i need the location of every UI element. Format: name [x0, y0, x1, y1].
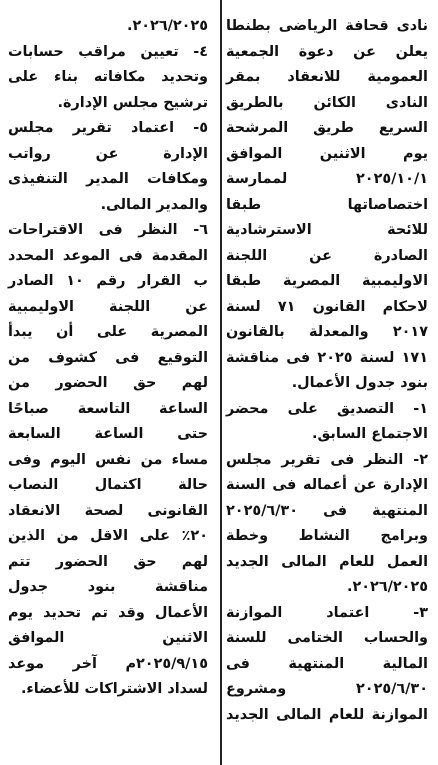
text-line: ٦- النظر فى الاقتراحات — [8, 222, 208, 238]
text-line: لهم حق الحضور من — [8, 375, 208, 391]
text-line: الاوليمبية المصرية طبقا — [226, 273, 428, 289]
text-line: والحساب الختامى للسنة — [226, 630, 428, 646]
text-line: المالية المنتهية فى — [226, 655, 428, 672]
text-line: بنود جدول الأعمال. — [291, 375, 428, 391]
text-line: مساء من نفس اليوم وفى — [8, 451, 208, 468]
text-line: اختصاصاتها طبقا — [226, 196, 428, 213]
text-line: ١- التصديق على محضر — [226, 400, 428, 417]
text-line: السريع طريق المرشحة — [226, 120, 428, 136]
text-line: ١٧١ لسنة ٢٠٢٥ فى مناقشة — [226, 349, 428, 366]
text-line: مناقشة بنود جدول — [8, 579, 208, 595]
text-line: لهم حق الحضور تتم — [8, 553, 208, 570]
announcement-column-right — [222, 0, 438, 765]
text-line: المقدمة فى الموعد المحدد — [8, 247, 208, 264]
text-line: المصرية على أن يبدأ — [8, 324, 208, 340]
text-line: ٢٠٢٥/٦/٣٠ ومشروع — [226, 681, 428, 697]
text-line: ٢٠٢٥/١٠/١ لممارسة — [226, 171, 428, 187]
text-line: ٢- النظر فى تقرير مجلس — [226, 451, 428, 468]
text-line: الصادرة عن اللجنة — [226, 247, 428, 264]
text-line: لسداد الاشتراكات للأعضاء. — [20, 681, 208, 697]
text-line: الإدارة عن رواتب — [8, 145, 208, 162]
text-line: وبرامج النشاط وخطة — [226, 528, 428, 544]
text-line: يعلن عن دعوة الجمعية — [226, 43, 428, 60]
text-line: الاجتماع السابق. — [311, 426, 428, 442]
text-line: للائحة الاسترشادية — [226, 222, 428, 238]
text-line: التوقيع فى كشوف من — [8, 349, 208, 366]
text-line: حالة اكتمال النصاب — [8, 477, 208, 493]
text-line: الساعة التاسعة صباحًا — [8, 400, 208, 417]
text-line: العمومية للانعقاد بمقر — [226, 69, 428, 85]
text-line: حتى الساعة السابعة — [8, 426, 208, 442]
text-line: ومكافات المدير التنفيذى — [8, 171, 208, 187]
text-line: يوم الاثنين الموافق — [226, 145, 428, 162]
text-line: وتحديد مكافاته بناء على — [8, 69, 208, 85]
text-line: العمل للعام المالى الجديد — [226, 553, 428, 570]
text-line: المنتهية فى ٢٠٢٥/٦/٣٠ — [226, 502, 428, 519]
text-line: النادى الكائن بالطريق — [226, 94, 428, 111]
text-line: لاحكام القانون ٧١ لسنة — [226, 298, 428, 315]
text-line: والمدير المالى. — [100, 196, 208, 213]
text-line: ٢٠٪ على الاقل من الذين — [8, 528, 208, 544]
text-line: نادى قحافة الرياضى بطنطا — [226, 18, 428, 34]
text-line: ٥- اعتماد تقرير مجلس — [8, 120, 208, 136]
text-line: القانونى لصحة الانعقاد — [8, 502, 208, 519]
text-line: الموازنة للعام المالى الجديد — [226, 706, 428, 723]
text-line: ٢٠١٧ والمعدلة بالقانون — [226, 324, 428, 340]
text-line: ٣- اعتماد الموازنة — [226, 604, 428, 621]
text-line: ب القرار رقم ١٠ الصادر — [8, 273, 208, 289]
text-line: الإدارة عن أعماله فى السنة — [226, 477, 428, 493]
text-line: الاثنين الموافق — [8, 630, 208, 646]
text-line: ٢٠٢٥/٩/١٥م آخر موعد — [8, 655, 208, 672]
text-line: ترشيح مجلس الإدارة. — [57, 94, 208, 111]
text-line: عن اللجنة الاوليمبية — [8, 298, 208, 315]
text-line: ٤- تعيين مراقب حسابات — [8, 43, 208, 60]
text-line: الأعمال وقد تم تحديد يوم — [8, 604, 208, 621]
announcement-column-left — [0, 0, 212, 765]
text-line: ٢٠٢٦/٢٠٢٥. — [347, 579, 428, 595]
column-divider — [220, 0, 222, 765]
text-line: ٢٠٢٦/٢٠٢٥. — [127, 18, 208, 34]
